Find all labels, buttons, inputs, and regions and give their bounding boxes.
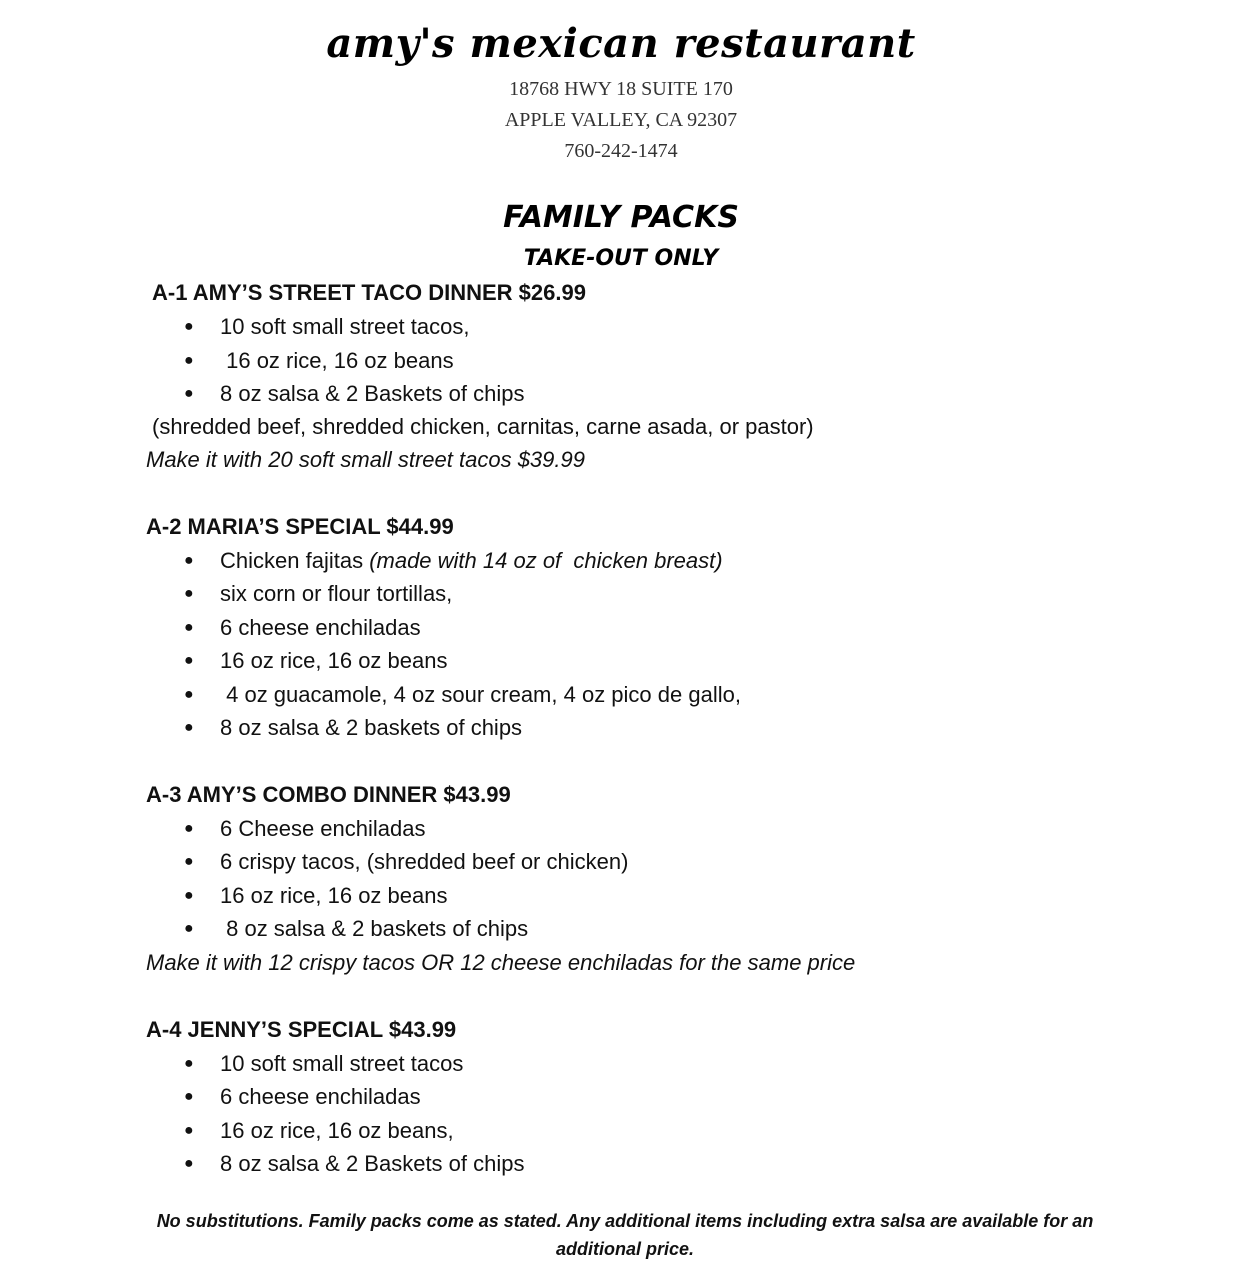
list-item: ● six corn or flour tortillas, [146, 577, 741, 611]
bullet-icon: ● [184, 920, 194, 937]
list-item: ● 6 cheese enchiladas [146, 1080, 525, 1114]
bullet-icon: ● [184, 1121, 194, 1139]
list-item: ● 10 soft small street tacos [146, 1047, 525, 1081]
address-line-2: APPLE VALLEY, CA 92307 [504, 109, 738, 131]
item-list [146, 1047, 525, 1181]
bullet-icon: ● [184, 551, 194, 569]
pack-heading: A-4 JENNY’S SPECIAL $43.99 [146, 1017, 457, 1042]
bullet-icon: ● [184, 618, 194, 636]
restaurant-name: amy's mexican restaurant [326, 20, 916, 67]
restaurant-header [0, 14, 1242, 167]
list-item: ● Chicken fajitas (made with 14 oz of chicken breast) [146, 544, 741, 578]
list-item: ● 10 soft small street tacos, [146, 310, 525, 344]
pack-a1 [152, 276, 586, 310]
section-title: FAMILY PACKS [503, 200, 739, 235]
phone-number: 760-242-1474 [564, 140, 678, 162]
meat-options-note: (shredded beef, shredded chicken, carnitas, carne asada, or pastor) [152, 414, 814, 439]
bullet-icon: ● [184, 1155, 194, 1172]
list-item: ● 4 oz guacamole, 4 oz sour cream, 4 oz pico de gallo, [146, 678, 741, 712]
section-subtitle: TAKE-OUT ONLY [523, 246, 719, 271]
pack-a1-note [152, 410, 814, 444]
item-list [146, 544, 741, 745]
list-item: ● 8 oz salsa & 2 Baskets of chips [146, 377, 525, 411]
bullet-icon: ● [184, 585, 194, 602]
pack-a1-upgrade [146, 443, 585, 477]
pack-heading: A-2 MARIA’S SPECIAL $44.99 [146, 514, 454, 539]
bullet-icon: ● [184, 719, 194, 736]
list-item: ● 6 cheese enchiladas [146, 611, 741, 645]
bullet-icon: ● [184, 886, 194, 904]
bullet-icon: ● [184, 685, 194, 703]
list-item: ● 6 crispy tacos, (shredded beef or chicken) [146, 845, 855, 879]
pack-a3 [146, 778, 855, 979]
bullet-icon: ● [184, 853, 194, 870]
bullet-icon: ● [184, 318, 194, 335]
list-item: ● 16 oz rice, 16 oz beans [146, 644, 741, 678]
pack-heading: A-3 AMY’S COMBO DINNER $43.99 [146, 782, 511, 807]
bullet-icon: ● [184, 819, 194, 837]
list-item: ● 8 oz salsa & 2 Baskets of chips [146, 1147, 525, 1181]
list-item: ● 16 oz rice, 16 oz beans [146, 879, 855, 913]
pack-a4 [146, 1013, 525, 1181]
upgrade-note: Make it with 12 crispy tacos OR 12 cheese enchiladas for the same price [146, 949, 856, 975]
item-list [146, 812, 855, 946]
list-item: ● 16 oz rice, 16 oz beans, [146, 1114, 525, 1148]
list-item: ● 8 oz salsa & 2 baskets of chips [146, 912, 855, 946]
bullet-icon: ● [184, 351, 194, 369]
upgrade-note: Make it with 20 soft small street tacos $39.99 [146, 447, 585, 472]
address-line-1: 18768 HWY 18 SUITE 170 [509, 78, 733, 100]
pack-a2 [146, 510, 741, 745]
pack-heading: A-1 AMY’S STREET TACO DINNER $26.99 [152, 280, 586, 305]
bullet-icon: ● [184, 652, 194, 669]
pack-a1-items [146, 310, 525, 411]
bullet-icon: ● [184, 1054, 194, 1072]
bullet-icon: ● [184, 1088, 194, 1105]
list-item: ● 8 oz salsa & 2 baskets of chips [146, 711, 741, 745]
list-item: ● 6 Cheese enchiladas [146, 812, 855, 846]
disclaimer: No substitutions. Family packs come as stated. Any additional items including extra salsa are available for an additional price. [156, 1211, 1094, 1259]
list-item: ● 16 oz rice, 16 oz beans [146, 344, 525, 378]
item-list [146, 310, 525, 411]
bullet-icon: ● [184, 385, 194, 402]
